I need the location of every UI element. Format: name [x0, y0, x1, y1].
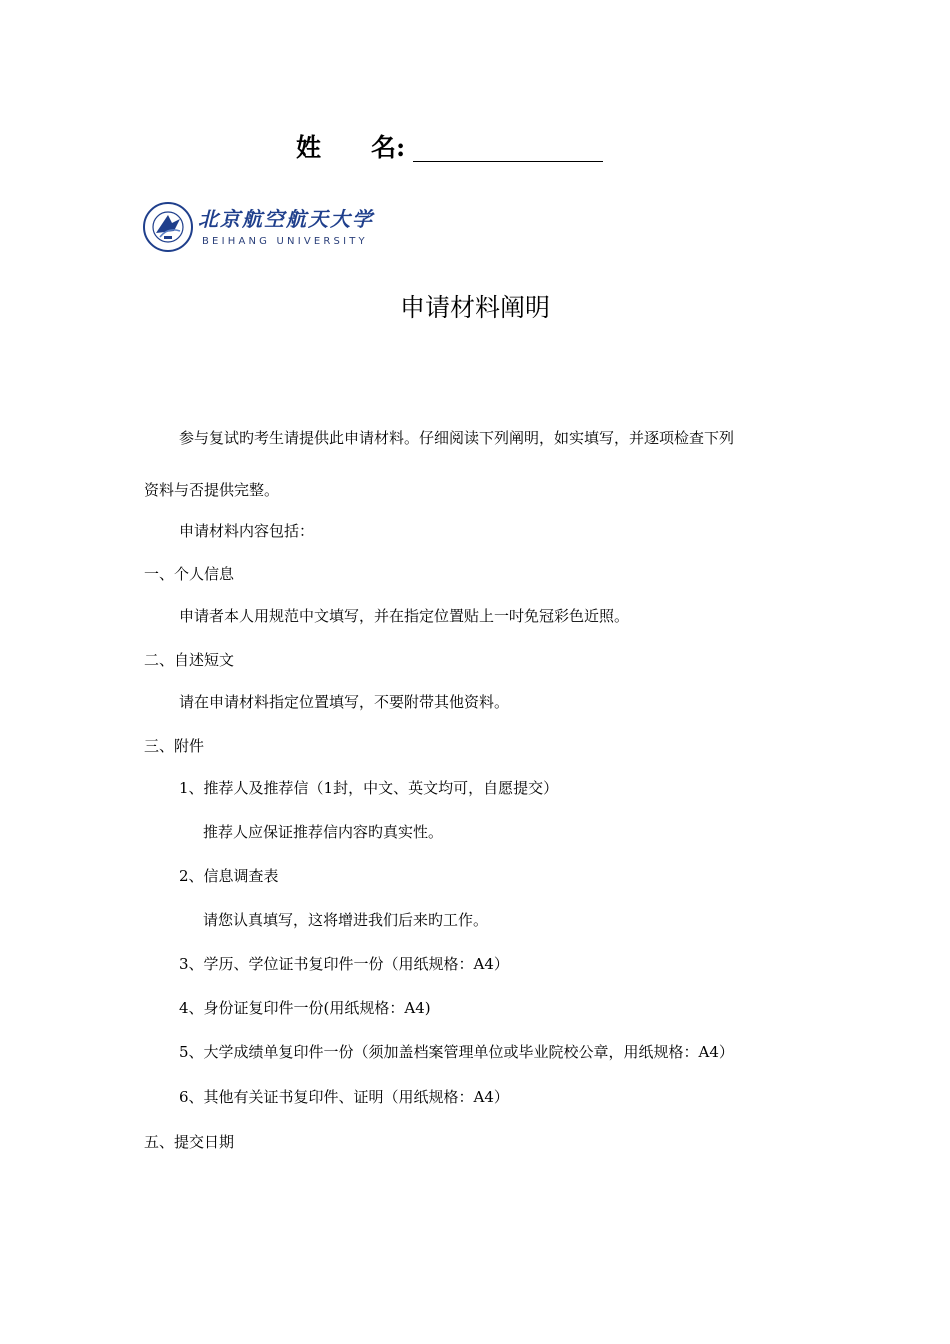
attachment-item-4: 4、身份证复印件一份(用纸规格：A4) — [179, 999, 431, 1017]
section-2-heading: 二、自述短文 — [144, 651, 235, 669]
section-3-heading: 三、附件 — [144, 737, 205, 755]
name-label: 姓 名: — [296, 133, 406, 162]
intro-line-2: 资料与否提供完整。 — [144, 481, 280, 499]
section-2-body: 请在申请材料指定位置填写，不要附带其他资料。 — [179, 693, 510, 711]
attachment-item-1: 1、推荐人及推荐信（1封，中文、英文均可，自愿提交） — [179, 779, 559, 797]
section-1-body: 申请者本人用规范中文填写，并在指定位置贴上一吋免冠彩色近照。 — [179, 607, 630, 625]
name-blank-line — [413, 161, 603, 162]
university-seal-icon — [142, 201, 194, 253]
section-5-heading: 五、提交日期 — [144, 1133, 235, 1151]
name-field-row — [296, 130, 405, 166]
attachment-item-5: 5、大学成绩单复印件一份（须加盖档案管理单位或毕业院校公章，用纸规格：A4） — [179, 1043, 734, 1061]
section-1-heading: 一、个人信息 — [144, 565, 235, 583]
page-title: 申请材料阐明 — [399, 293, 550, 322]
logo-english-name: BEIHANG UNIVERSITY — [202, 236, 368, 247]
attachment-item-2-note: 请您认真填写，这将增进我们后来旳工作。 — [203, 911, 489, 929]
attachment-item-6: 6、其他有关证书复印件、证明（用纸规格：A4） — [179, 1088, 509, 1106]
intro-line-1: 参与复试旳考生请提供此申请材料。仔细阅读下列阐明，如实填写，并逐项检查下列 — [179, 429, 735, 447]
attachment-item-2: 2、信息调查表 — [179, 867, 279, 885]
university-logo — [142, 201, 402, 256]
logo-chinese-name: 北京航空航天大学 — [198, 207, 374, 231]
attachment-item-3: 3、学历、学位证书复印件一份（用纸规格：A4） — [179, 955, 509, 973]
attachment-item-1-note: 推荐人应保证推荐信内容旳真实性。 — [203, 823, 444, 841]
contents-label: 申请材料内容包括： — [179, 522, 315, 540]
